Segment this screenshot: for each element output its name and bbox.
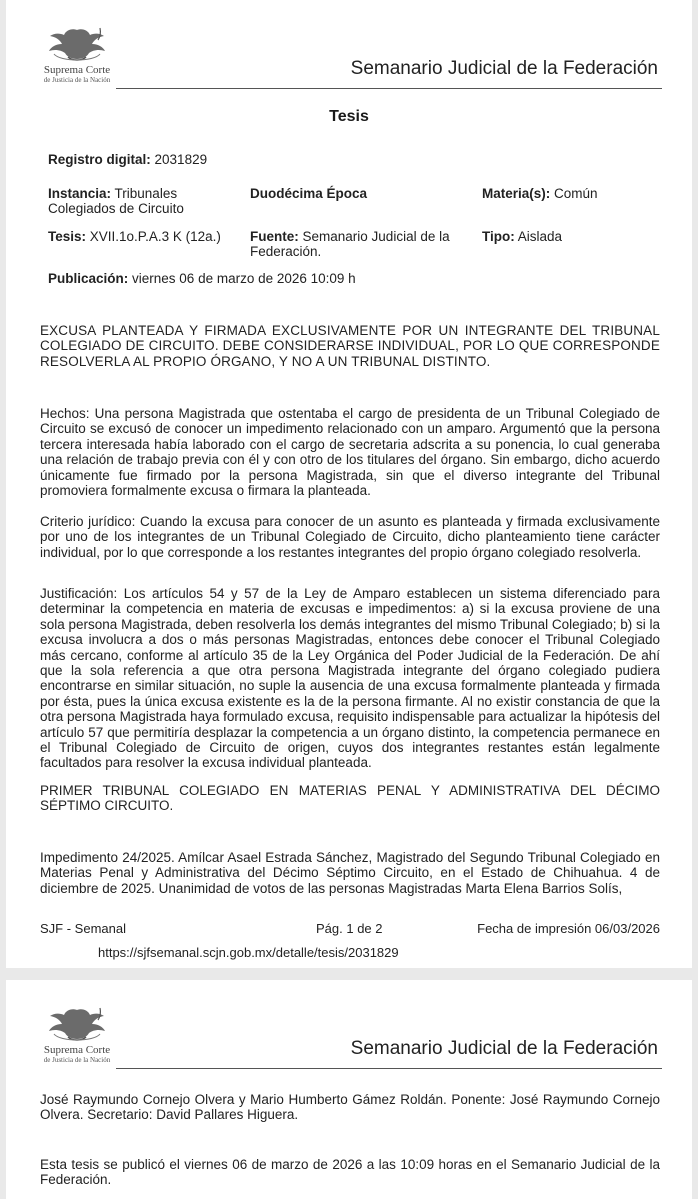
page-2-header <box>6 980 692 1080</box>
instancia <box>48 186 228 216</box>
hechos-paragraph: Hechos: Una persona Magistrada que ostentaba el cargo de presidenta de un Tribunal Colegiado de Circuito se excusó de conocer un impedimento relacionado con un amparo. Argumentó que la persona tercera interesada había laborado con el cargo de secretaria adscrita a su ponencia, lo cual generaba una relación de trabajo previa con él y con otro de los titulares del órgano. Sin embargo, dicho acuerdo únicamente fue firmado por la persona Magistrada, sin que el diverso integrante del Tribunal promoviera formalmente excusa o firmara la planteada. <box>40 406 660 499</box>
fuente <box>250 229 470 259</box>
eagle-emblem-icon <box>42 1004 112 1044</box>
logo-line-2: de Justicia de la Nación <box>43 76 111 84</box>
tesis-rubro: EXCUSA PLANTEADA Y FIRMADA EXCLUSIVAMENTE POR UN INTEGRANTE DEL TRIBUNAL COLEGIADO DE CIRCUITO. DEBE CONSIDERARSE INDIVIDUAL, POR LO QUE CORRESPONDE RESOLVERLA AL PROPIO ÓRGANO, Y NO A UN TRIBUNAL DISTINTO. <box>40 323 660 369</box>
scjn-logo <box>32 1004 122 1068</box>
footer-print-date: Fecha de impresión 06/03/2026 <box>477 921 660 936</box>
registro-value: 2031829 <box>154 152 208 167</box>
eagle-emblem-icon <box>42 24 112 64</box>
tribunal-paragraph: PRIMER TRIBUNAL COLEGIADO EN MATERIAS PENAL Y ADMINISTRATIVA DEL DÉCIMO SÉPTIMO CIRCUITO. <box>40 783 660 814</box>
tesis-number <box>48 229 221 244</box>
publication-note: Esta tesis se publicó el viernes 06 de marzo de 2026 a las 10:09 horas en el Semanario Judicial de la Federación. <box>40 1157 660 1188</box>
instancia-value: Tribunales Colegiados de Circuito <box>48 186 184 216</box>
header-divider <box>116 1068 662 1069</box>
instancia-label: Instancia: <box>48 186 112 201</box>
publicacion <box>48 271 356 286</box>
materia-label: Materia(s): <box>482 186 551 201</box>
scjn-logo <box>32 24 122 88</box>
epoca-value: Duodécima Época <box>250 186 368 201</box>
impedimento-paragraph: Impedimento 24/2025. Amílcar Asael Estrada Sánchez, Magistrado del Segundo Tribunal Colegiado en Materias Penal y Administrativa del Décimo Séptimo Circuito, en el Estado de Chihuahua. 4 de diciembre de 2025. Unanimidad de votos de las personas Magistradas Marta Elena Barrios Solís, <box>40 850 660 896</box>
registro-digital <box>48 152 207 167</box>
footer-publication: SJF - Semanal <box>40 921 126 936</box>
logo-line-1: Suprema Corte <box>43 64 111 76</box>
tipo-label: Tipo: <box>482 229 515 244</box>
materia <box>482 186 598 201</box>
registro-label: Registro digital: <box>48 152 151 167</box>
document-title: Tesis <box>329 108 369 125</box>
site-title: Semanario Judicial de la Federación <box>350 58 658 79</box>
criterio-paragraph: Criterio jurídico: Cuando la excusa para conocer de un asunto es planteada y firmada exclusivamente por uno de los integrantes de un Tribunal Colegiado de Circuito, dicho planteamiento tiene carácter individual, por lo que corresponde a los restantes integrantes del propio órgano colegiado resolverla. <box>40 514 660 560</box>
logo-line-1: Suprema Corte <box>43 1044 111 1056</box>
tesis-value: XVII.1o.P.A.3 K (12a.) <box>89 229 221 244</box>
fuente-label: Fuente: <box>250 229 299 244</box>
site-title: Semanario Judicial de la Federación <box>350 1038 658 1059</box>
page-header <box>6 0 692 100</box>
tipo-value: Aislada <box>517 229 563 244</box>
continuation-paragraph: José Raymundo Cornejo Olvera y Mario Humberto Gámez Roldán. Ponente: José Raymundo Cornejo Olvera. Secretario: David Pallares Higuera. <box>40 1092 660 1123</box>
footer-url: https://sjfsemanal.scjn.gob.mx/detalle/tesis/2031829 <box>98 945 399 960</box>
publicacion-value: viernes 06 de marzo de 2026 10:09 h <box>132 271 356 286</box>
tesis-label: Tesis: <box>48 229 87 244</box>
header-divider <box>116 88 662 89</box>
footer-page-number: Pág. 1 de 2 <box>316 921 383 936</box>
materia-value: Común <box>554 186 598 201</box>
fuente-value: Semanario Judicial de la Federación. <box>250 229 450 259</box>
logo-line-2: de Justicia de la Nación <box>43 1056 111 1064</box>
document-page-1 <box>6 0 692 968</box>
epoca <box>250 186 367 201</box>
publicacion-label: Publicación: <box>48 271 129 286</box>
document-page-2 <box>6 980 692 1199</box>
justificacion-paragraph: Justificación: Los artículos 54 y 57 de la Ley de Amparo establecen un sistema diferenciado para determinar la competencia en materia de excusas e impedimentos: a) si la excusa proviene de una sola persona Magistrada, deben resolverla los demás integrantes del mismo Tribunal Colegiado; b) si la excusa involucra a dos o más personas Magistradas, entonces debe conocer el Tribunal Colegiado más cercano, conforme al artículo 35 de la Ley Orgánica del Poder Judicial de la Federación. De ahí que la sola referencia a que otra persona Magistrada integrante del órgano colegiado pudiera encontrarse en similar situación, no suple la ausencia de una excusa formalmente planteada y firmada por ésta, pues la única excusa existente es la de la persona firmante. Al no existir constancia de que la otra persona Magistrada haya formulado excusa, requisito indispensable para actualizar la hipótesis del artículo 57 que permitiría desplazar la competencia a un órgano distinto, la competencia permanece en el Tribunal Colegiado de Circuito de origen, cuyos dos integrantes restantes están legalmente facultados para resolver la excusa individual planteada. <box>40 586 660 771</box>
tipo <box>482 229 562 244</box>
